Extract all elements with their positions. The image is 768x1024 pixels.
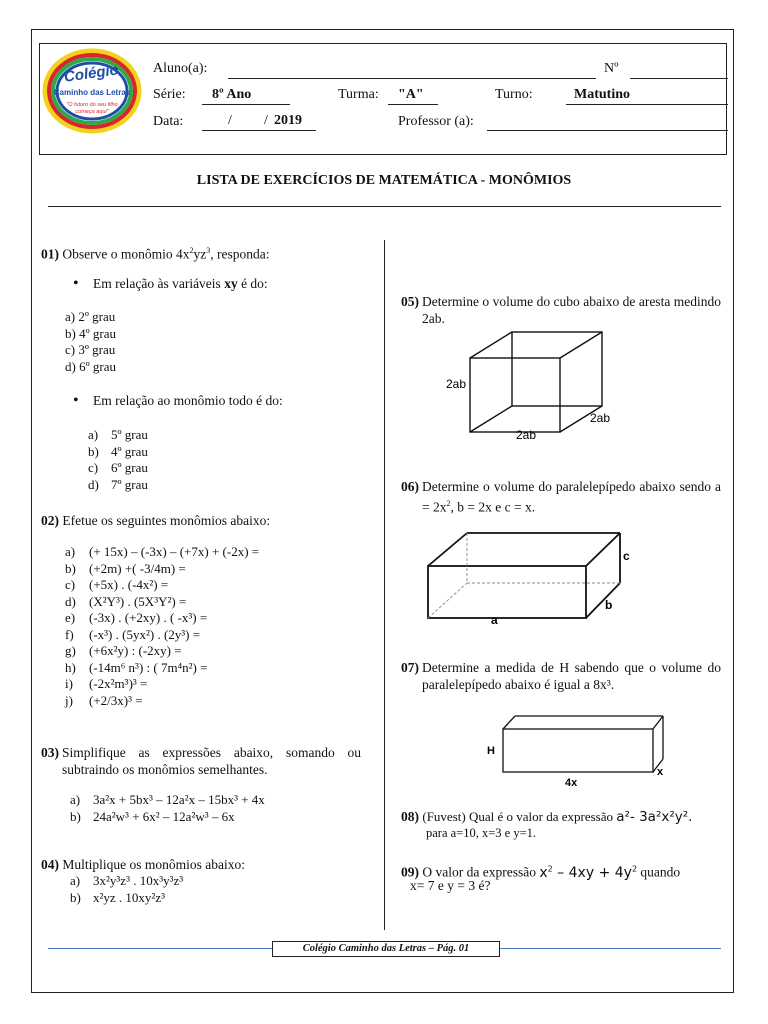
q02-item: (-2x²m³)³ =: [89, 676, 148, 691]
q01-options-2-text: [111, 427, 148, 493]
q05-text: Determine o volume do cubo abaixo de aresta medindo 2ab.: [422, 294, 721, 326]
aluno-label: Aluno(a):: [153, 61, 208, 76]
q08-text-a: (Fuvest) Qual é o valor da expressão: [422, 809, 617, 824]
turno-value: Matutino: [574, 87, 630, 102]
q02-letter: f): [65, 626, 74, 642]
logo-slogan-1: "O futuro do seu filho: [66, 102, 118, 108]
parallelepiped-figure-06: [423, 525, 643, 625]
q03-item: 3a²x + 5bx³ – 12a²x – 15bx³ + 4x: [93, 792, 265, 807]
q02-letter: b): [65, 560, 76, 576]
q08-number: 08): [401, 809, 419, 824]
professor-field[interactable]: [487, 114, 728, 131]
question-03: [41, 744, 361, 778]
q01-option-text: 5º grau: [111, 427, 148, 442]
column-divider: [384, 240, 385, 930]
q02-letter: g): [65, 643, 76, 658]
q02-item: (+2/3x)³ =: [89, 692, 143, 708]
q03-text: Simplifique as expressões abaixo, somando ou subtraindo os monômios semelhantes.: [62, 745, 361, 777]
q04-letters: [70, 873, 81, 906]
q01-text-a: Observe o monômio 4x: [62, 246, 190, 262]
q01-bullet-2: • Em relação ao monômio todo é do:: [93, 393, 363, 409]
aluno-field[interactable]: [228, 62, 596, 79]
q01-text-b: yz: [193, 246, 207, 262]
q01-option-text: 4º grau: [111, 443, 148, 459]
q09-expression: [539, 865, 637, 881]
cube-label-depth: 2ab: [590, 411, 611, 425]
question-06: [401, 478, 721, 516]
q01-text-c: , responda:: [210, 246, 270, 262]
q01-option-text: 6º grau: [111, 460, 148, 475]
q09-text-b: quando: [637, 864, 681, 880]
q04-letter: b): [70, 889, 81, 905]
question-05: [401, 293, 721, 327]
q01-option: b) 4º grau: [65, 325, 116, 341]
q09-number: 09): [401, 864, 419, 880]
q02-items: [89, 544, 259, 709]
q01-option-text: 7º grau: [111, 476, 148, 492]
q03-items: [93, 792, 265, 825]
q01-options-2-letters: [88, 427, 99, 493]
cube-figure: [428, 326, 648, 446]
q06-text-a: Determine o volume do paralelepípedo abaixo sendo a = 2x: [422, 479, 721, 515]
q06-text-b: , b = 2x e c = x.: [450, 499, 536, 515]
q02-item: (+ 15x) – (-3x) – (+7x) + (-2x) =: [89, 544, 260, 559]
q01-bullet1-bold: xy: [224, 276, 238, 291]
q09-expr-b: – 4xy + 4y: [552, 864, 632, 881]
q01-options-1: [65, 309, 116, 375]
q03-number: 03): [41, 745, 59, 760]
logo-slogan-2: começa aqui": [75, 109, 109, 115]
question-02: [41, 512, 371, 529]
fig06-label-c: c: [623, 549, 630, 563]
q02-number: 02): [41, 513, 59, 528]
professor-label: Professor (a):: [398, 114, 474, 129]
q02-text: Efetue os seguintes monômios abaixo:: [62, 513, 271, 528]
q09-expr-sup1: 2: [547, 864, 553, 873]
q02-letter: e): [65, 610, 76, 625]
q03-item: 24a²w³ + 6x² – 12a²w³ – 6x: [93, 808, 235, 824]
q01-number: 01): [41, 246, 59, 262]
q04-number: 04): [41, 857, 59, 872]
q01-option: c) 3º grau: [65, 342, 116, 357]
q06-number: 06): [401, 479, 419, 494]
q02-item: (-3x) . (+2xy) . ( -x³) =: [89, 610, 208, 625]
fig07-label-x: x: [657, 766, 664, 778]
turno-label: Turno:: [495, 87, 533, 102]
page-title: LISTA DE EXERCÍCIOS DE MATEMÁTICA - MONÔMIOS: [196, 173, 572, 188]
q03-letter: a): [70, 792, 81, 807]
q04-items: [93, 873, 183, 906]
parallelepiped-figure-07: [485, 712, 675, 790]
serie-label: Série:: [153, 87, 186, 102]
q01-option-letter: d): [88, 476, 99, 492]
q01-option-letter: c): [88, 460, 99, 475]
q04-text: Multiplique os monômios abaixo:: [62, 857, 245, 872]
q01-sup1: 2: [189, 246, 194, 255]
logo-word: Colégio: [62, 61, 120, 86]
fig06-label-a: a: [491, 613, 498, 625]
school-logo: [42, 48, 142, 134]
q06-text: [422, 478, 721, 516]
q08-expression: a²- 3a²x²y².: [616, 809, 693, 825]
q03-letters: [70, 792, 81, 825]
q02-letter: a): [65, 544, 76, 559]
q02-item: (X²Y³) . (5X³Y²) =: [89, 593, 187, 609]
q02-letter: i): [65, 676, 73, 691]
q02-letter: h): [65, 659, 76, 675]
q02-letters: [65, 544, 76, 709]
footer-label: Colégio Caminho das Letras – Pág. 01: [272, 941, 500, 957]
serie-value: 8º Ano: [212, 87, 252, 102]
q08-text-b: para a=10, x=3 e y=1.: [426, 826, 537, 840]
q09-expr-sup2: 2: [631, 864, 638, 873]
question-04: [41, 856, 371, 873]
q01-option-letter: a): [88, 427, 99, 442]
logo-name: Caminho das Letras: [53, 88, 131, 97]
data-slash-2: /: [264, 113, 268, 128]
q02-item: (+6x²y) : (-2xy) =: [89, 643, 182, 658]
q07-text: Determine a medida de H sabendo que o volume do paralelepípedo abaixo é igual a 8x³.: [422, 660, 721, 692]
data-year: 2019: [274, 113, 302, 128]
q02-letter: c): [65, 577, 76, 592]
cube-label-width: 2ab: [516, 428, 537, 442]
fig06-label-b: b: [605, 598, 613, 612]
q02-item: (+5x) . (-4x²) =: [89, 577, 169, 592]
q04-letter: a): [70, 873, 81, 888]
cube-label-height: 2ab: [446, 377, 467, 391]
numero-label: Nº: [604, 61, 619, 76]
footer-line-left: [48, 948, 273, 949]
q02-item: (+2m) +( -3/4m) =: [89, 560, 186, 576]
q01-sup2: 3: [206, 246, 211, 255]
q09-expr-a: x: [539, 864, 548, 881]
turma-value: "A": [398, 87, 424, 102]
q01-bullet1-text-c: é do:: [237, 276, 268, 291]
q07-number: 07): [401, 660, 419, 675]
q01-bullet-1: [93, 276, 363, 292]
q01-option: d) 6º grau: [65, 358, 116, 374]
q04-item: 3x²y³z³ . 10x³y³z³: [93, 873, 184, 888]
fig07-label-4x: 4x: [565, 777, 578, 789]
turma-label: Turma:: [338, 87, 379, 102]
q01-bullet1-text-a: Em relação às variáveis: [93, 276, 225, 291]
q02-item: (-x³) . (5yx²) . (2y³) =: [89, 626, 201, 642]
q02-letter: j): [65, 692, 73, 708]
q01-option-letter: b): [88, 443, 99, 459]
question-01: [41, 242, 371, 263]
title-divider: [48, 206, 721, 207]
q01-option: a) 2º grau: [65, 309, 116, 324]
q05-number: 05): [401, 294, 419, 309]
q09-text-c: x= 7 e y = 3 é?: [410, 878, 491, 893]
fig07-label-h: H: [487, 745, 495, 757]
question-07: [401, 659, 721, 693]
footer-line-right: [498, 948, 721, 949]
q04-item: x²yz . 10xy²z³: [93, 889, 165, 905]
question-08: [401, 808, 726, 826]
numero-field[interactable]: [630, 62, 728, 79]
q09-text-a: O valor da expressão: [422, 864, 540, 880]
q06-sup: 2: [446, 499, 451, 508]
q02-letter: d): [65, 593, 76, 609]
data-label: Data:: [153, 114, 184, 129]
q03-letter: b): [70, 808, 81, 824]
data-slash-1: /: [228, 113, 232, 128]
q02-item: (-14m⁶ n³) : ( 7m⁴n²) =: [89, 659, 208, 675]
